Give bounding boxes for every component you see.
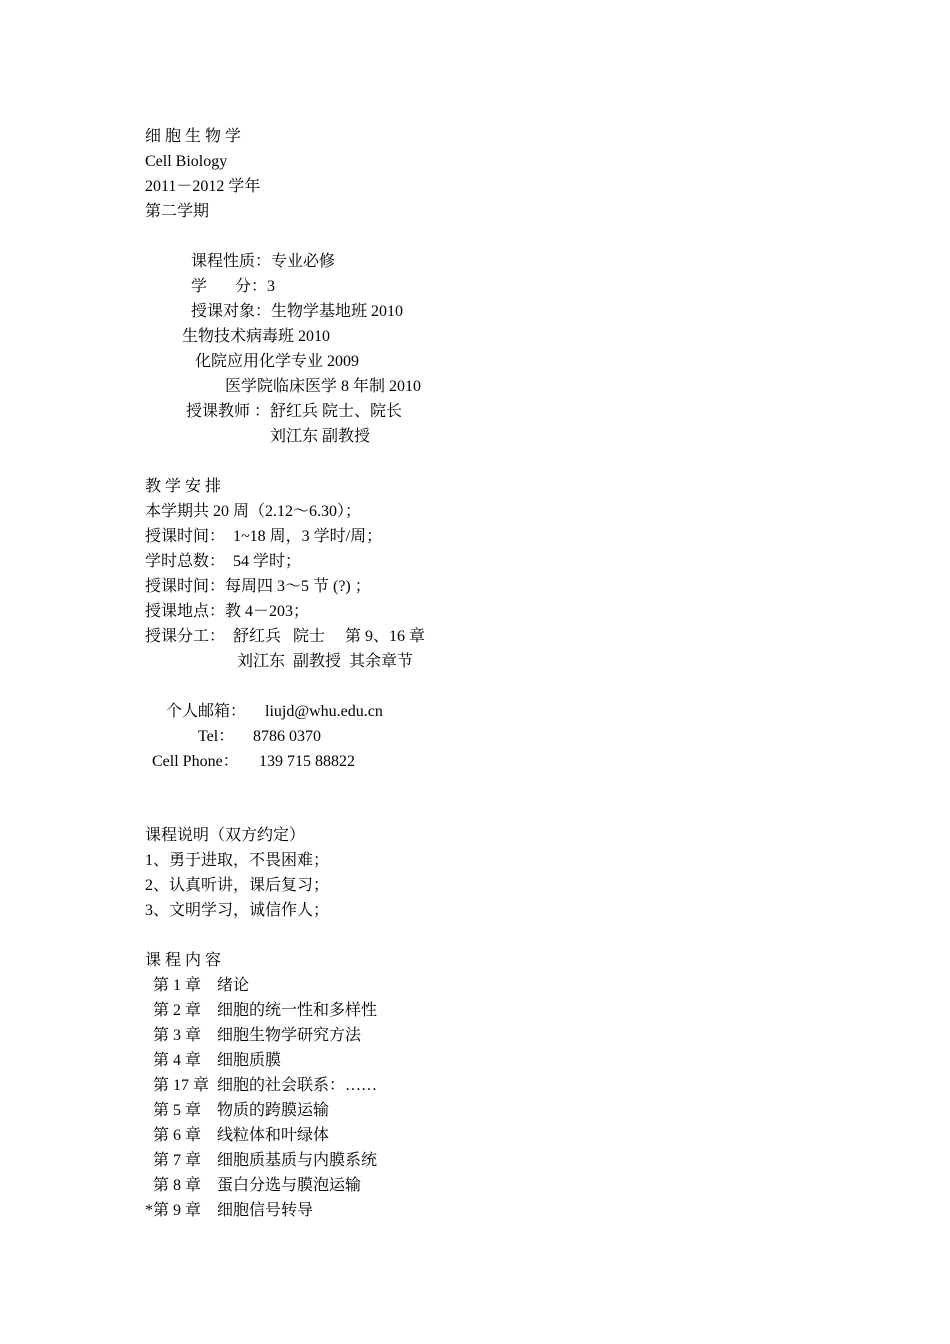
rule-item: 2、认真听讲，课后复习； (145, 877, 330, 894)
course-credits: 学 分：3 (191, 278, 276, 295)
chapter-item: *第 9 章 细胞信号转导 (145, 1202, 314, 1219)
chapter-item: 第 1 章 绪论 (145, 977, 250, 994)
teacher-line-2: 刘江东 副教授 (270, 428, 371, 445)
schedule-teaching-time: 授课时间： 1~18 周，3 学时/周； (145, 528, 383, 545)
schedule-class-time: 授课时间：每周四 3～5 节 (?) ； (145, 578, 371, 595)
tel-label: Tel： (198, 728, 235, 745)
rule-item: 3、文明学习，诚信作人； (145, 902, 330, 919)
chapter-item: 第 17 章 细胞的社会联系：…… (145, 1077, 378, 1094)
semester: 第二学期 (145, 203, 210, 220)
course-title-en: Cell Biology (145, 153, 228, 170)
email-value: liujd@whu.edu.cn (265, 703, 383, 720)
tel-value: 8786 0370 (253, 728, 321, 745)
chapter-item: 第 7 章 细胞质基质与内膜系统 (145, 1152, 378, 1169)
chapter-item: 第 2 章 细胞的统一性和多样性 (145, 1002, 378, 1019)
audience-line-4: 医学院临床医学 8 年制 2010 (225, 378, 422, 395)
audience-line-2: 生物技术病毒班 2010 (182, 328, 331, 345)
rules-heading: 课程说明（双方约定） (145, 827, 306, 844)
schedule-total-hours: 学时总数： 54 学时； (145, 553, 302, 570)
schedule-location: 授课地点：教 4－203； (145, 603, 310, 620)
course-nature: 课程性质：专业必修 (191, 253, 336, 270)
academic-year: 2011－2012 学年 (145, 178, 261, 195)
cell-value: 139 715 88822 (259, 753, 355, 770)
schedule-weeks: 本学期共 20 周（2.12～6.30）； (145, 503, 362, 520)
schedule-heading: 教 学 安 排 (145, 478, 222, 495)
cell-label: Cell Phone： (152, 753, 239, 770)
chapter-item: 第 4 章 细胞质膜 (145, 1052, 282, 1069)
chapter-item: 第 3 章 细胞生物学研究方法 (145, 1027, 362, 1044)
rule-item: 1、勇于进取，不畏困难； (145, 852, 330, 869)
chapter-item: 第 6 章 线粒体和叶绿体 (145, 1127, 330, 1144)
audience-line-1: 授课对象：生物学基地班 2010 (191, 303, 404, 320)
email-label: 个人邮箱： (166, 703, 247, 720)
course-title-cn: 细 胞 生 物 学 (145, 128, 242, 145)
teacher-line-1: 授课教师 ：舒红兵 院士、院长 (186, 403, 403, 420)
audience-line-3: 化院应用化学专业 2009 (195, 353, 360, 370)
chapter-item: 第 5 章 物质的跨膜运输 (145, 1102, 330, 1119)
chapter-item: 第 8 章 蛋白分选与膜泡运输 (145, 1177, 362, 1194)
schedule-division-2: 刘江东 副教授 其余章节 (237, 653, 414, 670)
contents-heading: 课 程 内 容 (145, 952, 222, 969)
schedule-division-1: 授课分工： 舒红兵 院士 第 9、16 章 (145, 628, 426, 645)
